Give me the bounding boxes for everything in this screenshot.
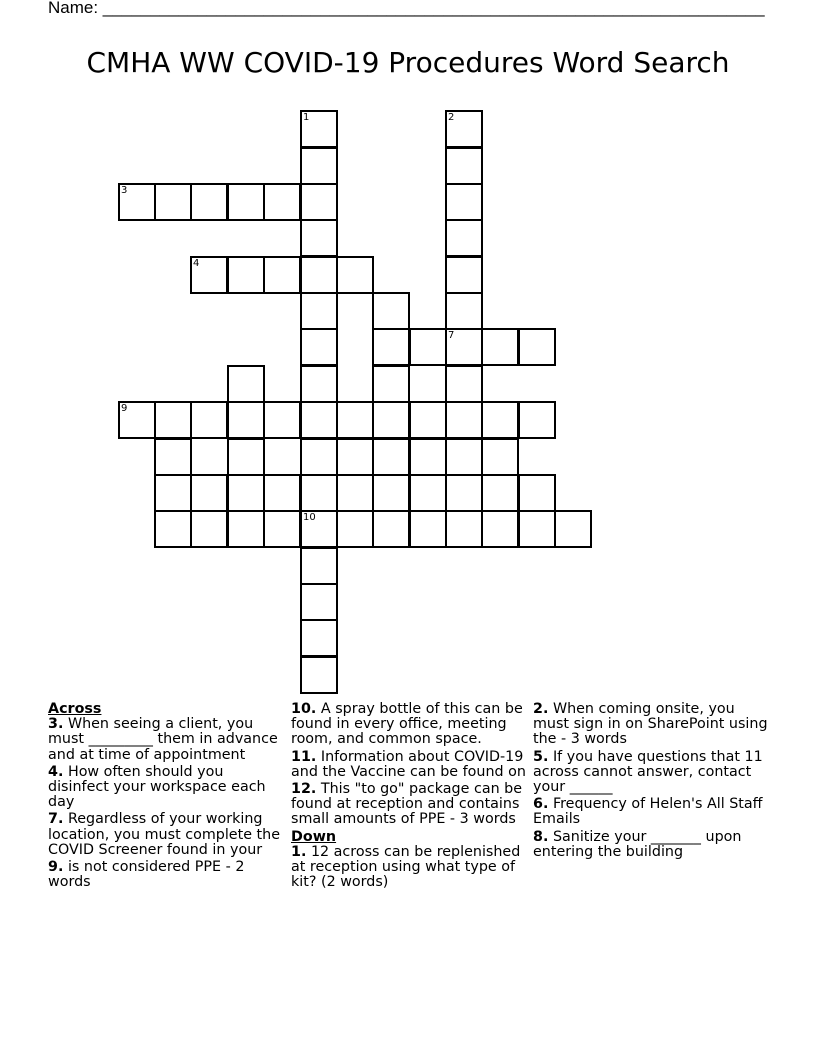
crossword-cell[interactable]	[263, 474, 301, 512]
clue-text: Sanitize your _______ upon entering the building	[533, 828, 742, 860]
crossword-cell[interactable]	[336, 256, 374, 294]
crossword-cell[interactable]	[227, 438, 265, 476]
crossword-cell[interactable]	[300, 292, 338, 330]
crossword-cell[interactable]	[190, 401, 228, 439]
clue-text: Frequency of Helen's All Staff Emails	[533, 796, 763, 828]
crossword-cell[interactable]	[154, 510, 192, 548]
clue-text: is not considered PPE - 2 words	[48, 859, 245, 891]
clue-number: 3.	[48, 716, 64, 733]
clue-number: 5.	[533, 748, 549, 765]
clue-number: 9.	[48, 859, 64, 876]
crossword-cell[interactable]	[445, 474, 483, 512]
crossword-cell[interactable]	[445, 328, 483, 366]
crossword-cell[interactable]	[409, 328, 447, 366]
cell-number: 9	[121, 403, 128, 414]
crossword-cell[interactable]	[481, 474, 519, 512]
crossword-cell[interactable]	[300, 474, 338, 512]
crossword-cell[interactable]	[445, 110, 483, 148]
clue-text: 12 across can be replenished at reception using what type of kit? (2 words)	[291, 843, 521, 891]
crossword-cell[interactable]	[154, 183, 192, 221]
crossword-cell[interactable]	[336, 438, 374, 476]
page-title: CMHA WW COVID-19 Procedures Word Search	[86, 46, 730, 79]
clue-text: Information about COVID-19 and the Vaccine can be found on	[291, 748, 526, 780]
crossword-cell[interactable]	[445, 292, 483, 330]
clue-number: 4.	[48, 763, 64, 780]
crossword-cell[interactable]	[445, 219, 483, 257]
crossword-cell[interactable]	[300, 365, 338, 403]
crossword-cell[interactable]	[518, 510, 556, 548]
cell-number: 4	[193, 258, 200, 269]
cell-number: 2	[448, 112, 455, 123]
crossword-cell[interactable]	[300, 183, 338, 221]
crossword-cell[interactable]	[409, 438, 447, 476]
crossword-cell[interactable]	[263, 183, 301, 221]
cell-number: 10	[303, 512, 316, 523]
crossword-cell[interactable]	[372, 365, 410, 403]
clue-number: 8.	[533, 828, 549, 845]
crossword-cell[interactable]	[445, 510, 483, 548]
clue-text: A spray bottle of this can be found in every office, meeting room, and common space.	[291, 701, 523, 748]
clue-down-5	[533, 750, 773, 796]
crossword-cell[interactable]	[409, 474, 447, 512]
clue-down-1	[291, 845, 529, 891]
clue-number: 12.	[291, 781, 317, 798]
crossword-cell[interactable]	[481, 438, 519, 476]
crossword-cell[interactable]	[300, 547, 338, 585]
crossword-cell[interactable]	[300, 656, 338, 694]
crossword-cell[interactable]	[372, 510, 410, 548]
crossword-cell[interactable]	[554, 510, 592, 548]
clue-across-10	[291, 702, 529, 748]
crossword-cell[interactable]	[263, 401, 301, 439]
clue-across-7	[48, 812, 284, 858]
crossword-cell[interactable]	[227, 474, 265, 512]
crossword-cell[interactable]	[372, 438, 410, 476]
crossword-cell[interactable]	[300, 256, 338, 294]
clue-across-4	[48, 765, 284, 811]
crossword-cell[interactable]	[227, 401, 265, 439]
clue-column-3	[533, 700, 773, 862]
crossword-cell[interactable]	[518, 474, 556, 512]
cell-number: 3	[121, 185, 128, 196]
clue-number: 2.	[533, 701, 549, 717]
clue-number: 7.	[48, 811, 64, 828]
crossword-cell[interactable]	[118, 183, 156, 221]
crossword-cell[interactable]	[118, 401, 156, 439]
crossword-cell[interactable]	[481, 401, 519, 439]
crossword-cell[interactable]	[154, 438, 192, 476]
crossword-cell[interactable]	[445, 147, 483, 185]
crossword-cell[interactable]	[409, 510, 447, 548]
crossword-cell[interactable]	[445, 438, 483, 476]
clue-number: 6.	[533, 796, 549, 813]
crossword-cell[interactable]	[372, 401, 410, 439]
crossword-cell[interactable]	[336, 510, 374, 548]
crossword-cell[interactable]	[190, 474, 228, 512]
clue-text: How often should you disinfect your workspace each day	[48, 763, 266, 811]
clue-text: Regardless of your working location, you must complete the COVID Screener found in your	[48, 811, 281, 858]
crossword-cell[interactable]	[227, 365, 265, 403]
crossword-cell[interactable]	[336, 401, 374, 439]
crossword-cell[interactable]	[372, 328, 410, 366]
cell-number: 1	[303, 112, 310, 123]
across-heading: Across	[48, 701, 102, 717]
clue-down-8	[533, 830, 773, 860]
crossword-cell[interactable]	[372, 474, 410, 512]
crossword-cell[interactable]	[481, 328, 519, 366]
crossword-cell[interactable]	[300, 583, 338, 621]
crossword-cell[interactable]	[518, 328, 556, 366]
crossword-cell[interactable]	[409, 401, 447, 439]
clue-across-9	[48, 860, 284, 890]
crossword-cell[interactable]	[300, 401, 338, 439]
crossword-cell[interactable]	[518, 401, 556, 439]
crossword-cell[interactable]	[227, 510, 265, 548]
crossword-cell[interactable]	[227, 183, 265, 221]
clue-column-2	[291, 700, 529, 892]
crossword-cell[interactable]	[300, 510, 338, 548]
clue-number: 1.	[291, 843, 307, 860]
crossword-cell[interactable]	[300, 328, 338, 366]
crossword-cell[interactable]	[263, 256, 301, 294]
crossword-cell[interactable]	[336, 474, 374, 512]
crossword-cell[interactable]	[300, 438, 338, 476]
crossword-cell[interactable]	[445, 183, 483, 221]
crossword-cell[interactable]	[372, 292, 410, 330]
clue-down-6	[533, 797, 773, 827]
crossword-cell[interactable]	[300, 219, 338, 257]
clue-column-1	[48, 700, 284, 892]
clue-across-11	[291, 750, 529, 780]
clue-across-3	[48, 717, 284, 763]
cell-number: 7	[448, 330, 455, 341]
crossword-cell[interactable]	[300, 147, 338, 185]
clue-text: This "to go" package can be found at reception and contains small amounts of PPE - 3 words	[291, 781, 523, 828]
crossword-cell[interactable]	[445, 365, 483, 403]
crossword-cell[interactable]	[481, 510, 519, 548]
crossword-cell[interactable]	[300, 110, 338, 148]
crossword-cell[interactable]	[263, 510, 301, 548]
name-field-label: Name: ______________________________________________________________________	[48, 0, 765, 17]
clue-number: 10.	[291, 701, 317, 717]
crossword-cell[interactable]	[190, 256, 228, 294]
down-heading: Down	[291, 828, 337, 845]
clue-text: When seeing a client, you must _________ them in advance and at time of appointment	[48, 716, 278, 763]
crossword-cell[interactable]	[154, 401, 192, 439]
crossword-cell[interactable]	[445, 256, 483, 294]
clue-across-12	[291, 782, 529, 828]
clue-text: If you have questions that 11 across cannot answer, contact your ______	[533, 748, 763, 796]
crossword-cell[interactable]	[190, 510, 228, 548]
clue-text: When coming onsite, you must sign in on SharePoint using the - 3 words	[533, 701, 768, 748]
crossword-cell[interactable]	[190, 183, 228, 221]
clue-number: 11.	[291, 748, 317, 765]
crossword-cell[interactable]	[227, 256, 265, 294]
clue-down-2	[533, 702, 773, 748]
crossword-cell[interactable]	[445, 401, 483, 439]
crossword-cell[interactable]	[154, 474, 192, 512]
crossword-cell[interactable]	[300, 619, 338, 657]
